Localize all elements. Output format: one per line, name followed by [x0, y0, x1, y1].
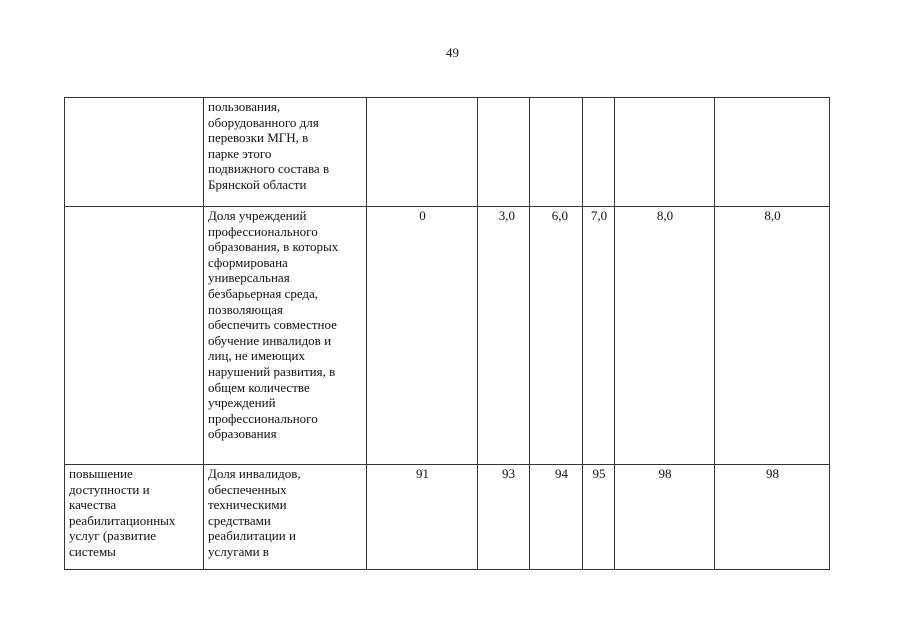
table-row	[65, 465, 830, 570]
table-row	[65, 98, 830, 207]
page-number: 49	[446, 45, 459, 60]
value-cell: 91	[367, 465, 478, 570]
value-cell: 8,0	[615, 207, 715, 465]
indicator-text: пользования, оборудованного для перевозки МГН, в парке этого подвижного состава в Брянской области	[208, 99, 330, 192]
indicator-cell	[204, 207, 367, 465]
goal-cell	[65, 207, 204, 465]
indicator-table	[64, 97, 830, 570]
indicator-cell	[204, 465, 367, 570]
value-cell	[583, 98, 615, 207]
value-cell: 95	[583, 465, 615, 570]
value-cell	[715, 98, 830, 207]
value-cell: 0	[367, 207, 478, 465]
value-cell: 98	[715, 465, 830, 570]
value-cell: 8,0	[715, 207, 830, 465]
value-cell: 93	[478, 465, 530, 570]
value-cell	[530, 98, 583, 207]
value-cell: 6,0	[530, 207, 583, 465]
value-cell	[478, 98, 530, 207]
value-cell: 98	[615, 465, 715, 570]
value-cell: 3,0	[478, 207, 530, 465]
indicator-text: Доля учреждений профессионального образования, в которых сформирована универсальная безбарьерная среда, позволяющая обеспечить совместное обучение инвалидов и лиц, не имеющих нарушений развития, в общем количестве учреждений профессионального образования	[208, 208, 339, 442]
goal-cell	[65, 465, 204, 570]
goal-text: повышение доступности и качества реабилитационных услуг (развитие системы	[69, 466, 176, 559]
indicator-text: Доля инвалидов, обеспеченных техническими средствами реабилитации и услугами в	[208, 466, 301, 559]
table-row	[65, 207, 830, 465]
indicator-cell	[204, 98, 367, 207]
goal-cell	[65, 98, 204, 207]
value-cell: 94	[530, 465, 583, 570]
value-cell	[367, 98, 478, 207]
value-cell: 7,0	[583, 207, 615, 465]
value-cell	[615, 98, 715, 207]
